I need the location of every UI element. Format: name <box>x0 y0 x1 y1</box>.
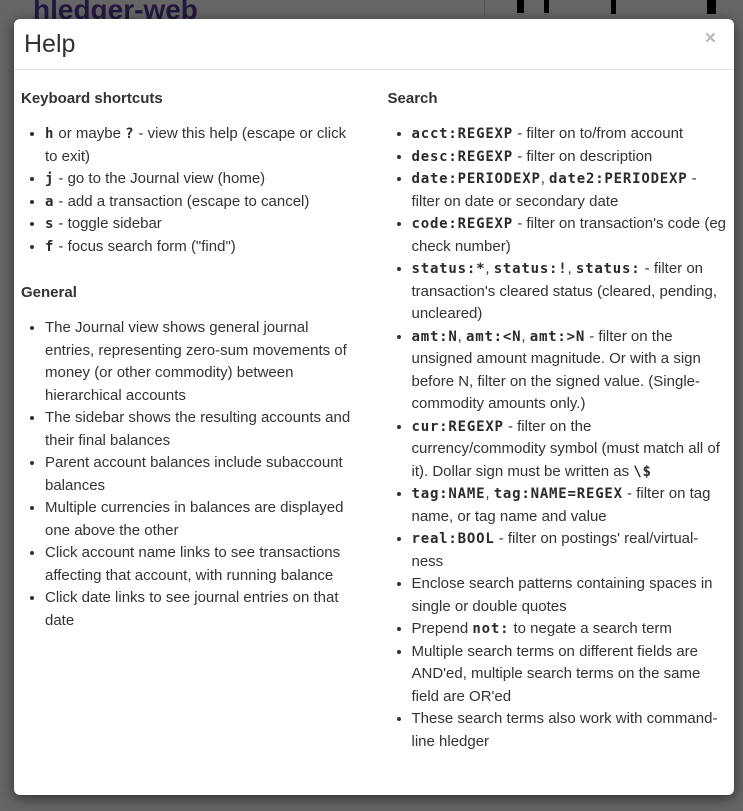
help-list-item: • desc:REGEXP - filter on description <box>412 146 729 169</box>
help-list-item: • s - toggle sidebar <box>45 213 362 236</box>
help-list-item: • a - add a transaction (escape to cancel) <box>45 191 362 214</box>
help-list-item: • cur:REGEXP - filter on the currency/commodity symbol (must match all of it). Dollar sign must be written as \$ <box>412 416 729 484</box>
code-token: h <box>45 126 55 142</box>
help-list-item: • real:BOOL - filter on postings' real/virtual-ness <box>412 528 729 573</box>
code-token: code:REGEXP <box>411 216 514 232</box>
help-list <box>21 123 362 258</box>
help-list-item: • Click account name links to see transactions affecting that account, with running balance <box>45 542 362 587</box>
code-token: s <box>45 216 55 232</box>
code-token: date:PERIODEXP <box>411 171 541 187</box>
help-column-left <box>21 78 376 795</box>
code-token: tag:NAME=REGEX <box>493 486 623 502</box>
code-token: f <box>45 238 55 255</box>
help-list-item: • Click date links to see journal entries on that date <box>45 587 362 632</box>
code-token: \$ <box>633 463 652 480</box>
code-token: acct:REGEXP <box>411 126 514 142</box>
help-list-item: • The sidebar shows the resulting accounts and their final balances <box>45 407 362 452</box>
close-button[interactable] <box>705 29 716 48</box>
code-token: status: <box>575 261 641 277</box>
section-heading: Keyboard shortcuts <box>21 90 163 107</box>
code-token: date2:PERIODEXP <box>549 171 688 187</box>
code-token: amt:N <box>411 328 458 345</box>
code-token: tag:NAME <box>411 486 486 502</box>
code-token: j <box>45 171 55 187</box>
help-list-item: • These search terms also work with command-line hledger <box>412 708 729 753</box>
help-list-item: • Multiple search terms on different fields are AND'ed, multiple search terms on the same field are OR'ed <box>412 641 729 709</box>
help-list <box>388 123 729 753</box>
code-token: real:BOOL <box>411 531 495 547</box>
code-token: amt:>N <box>529 328 586 345</box>
help-list-item: • h or maybe ? - view this help (escape or click to exit) <box>45 123 362 168</box>
help-list-item: • Parent account balances include subaccount balances <box>45 452 362 497</box>
help-list-item: • Prepend not: to negate a search term <box>412 618 729 641</box>
modal-header <box>14 19 734 70</box>
help-list-item: • status:*, status:!, status: - filter on transaction's cleared status (cleared, pending, uncleared) <box>412 258 729 326</box>
help-list-item: • date:PERIODEXP, date2:PERIODEXP - filter on date or secondary date <box>412 168 729 213</box>
help-list-item: • The Journal view shows general journal entries, representing zero-sum movements of money (or other commodity) between hierarchical accounts <box>45 317 362 407</box>
section-heading: Search <box>387 90 438 107</box>
help-list-item: • Enclose search patterns containing spaces in single or double quotes <box>412 573 729 618</box>
help-list-item: • amt:N, amt:<N, amt:>N - filter on the unsigned amount magnitude. Or with a sign before N, filter on the signed value. (Single-commodity amounts only.) <box>412 326 729 416</box>
code-token: status:! <box>493 261 568 277</box>
help-modal <box>14 19 734 795</box>
code-token: a <box>45 193 55 210</box>
help-list-item: • tag:NAME, tag:NAME=REGEX - filter on tag name, or tag name and value <box>412 483 729 528</box>
code-token: not: <box>472 621 510 637</box>
code-token: desc:REGEXP <box>411 148 514 165</box>
help-list-item: • acct:REGEXP - filter on to/from account <box>412 123 729 146</box>
close-icon: × <box>704 28 716 49</box>
help-list <box>21 317 362 632</box>
help-list-item: • code:REGEXP - filter on transaction's code (eg check number) <box>412 213 729 258</box>
help-column-right <box>376 78 731 795</box>
code-token: status:* <box>411 261 486 277</box>
help-list-item: • Multiple currencies in balances are displayed one above the other <box>45 497 362 542</box>
modal-body <box>14 70 734 795</box>
help-list-item: • j - go to the Journal view (home) <box>45 168 362 191</box>
code-token: amt:<N <box>466 328 522 345</box>
modal-title: Help <box>24 30 76 58</box>
code-token: cur:REGEXP <box>411 418 504 435</box>
code-token: ? <box>125 126 135 142</box>
help-list-item: • f - focus search form ("find") <box>45 236 362 259</box>
section-heading: General <box>21 284 77 301</box>
